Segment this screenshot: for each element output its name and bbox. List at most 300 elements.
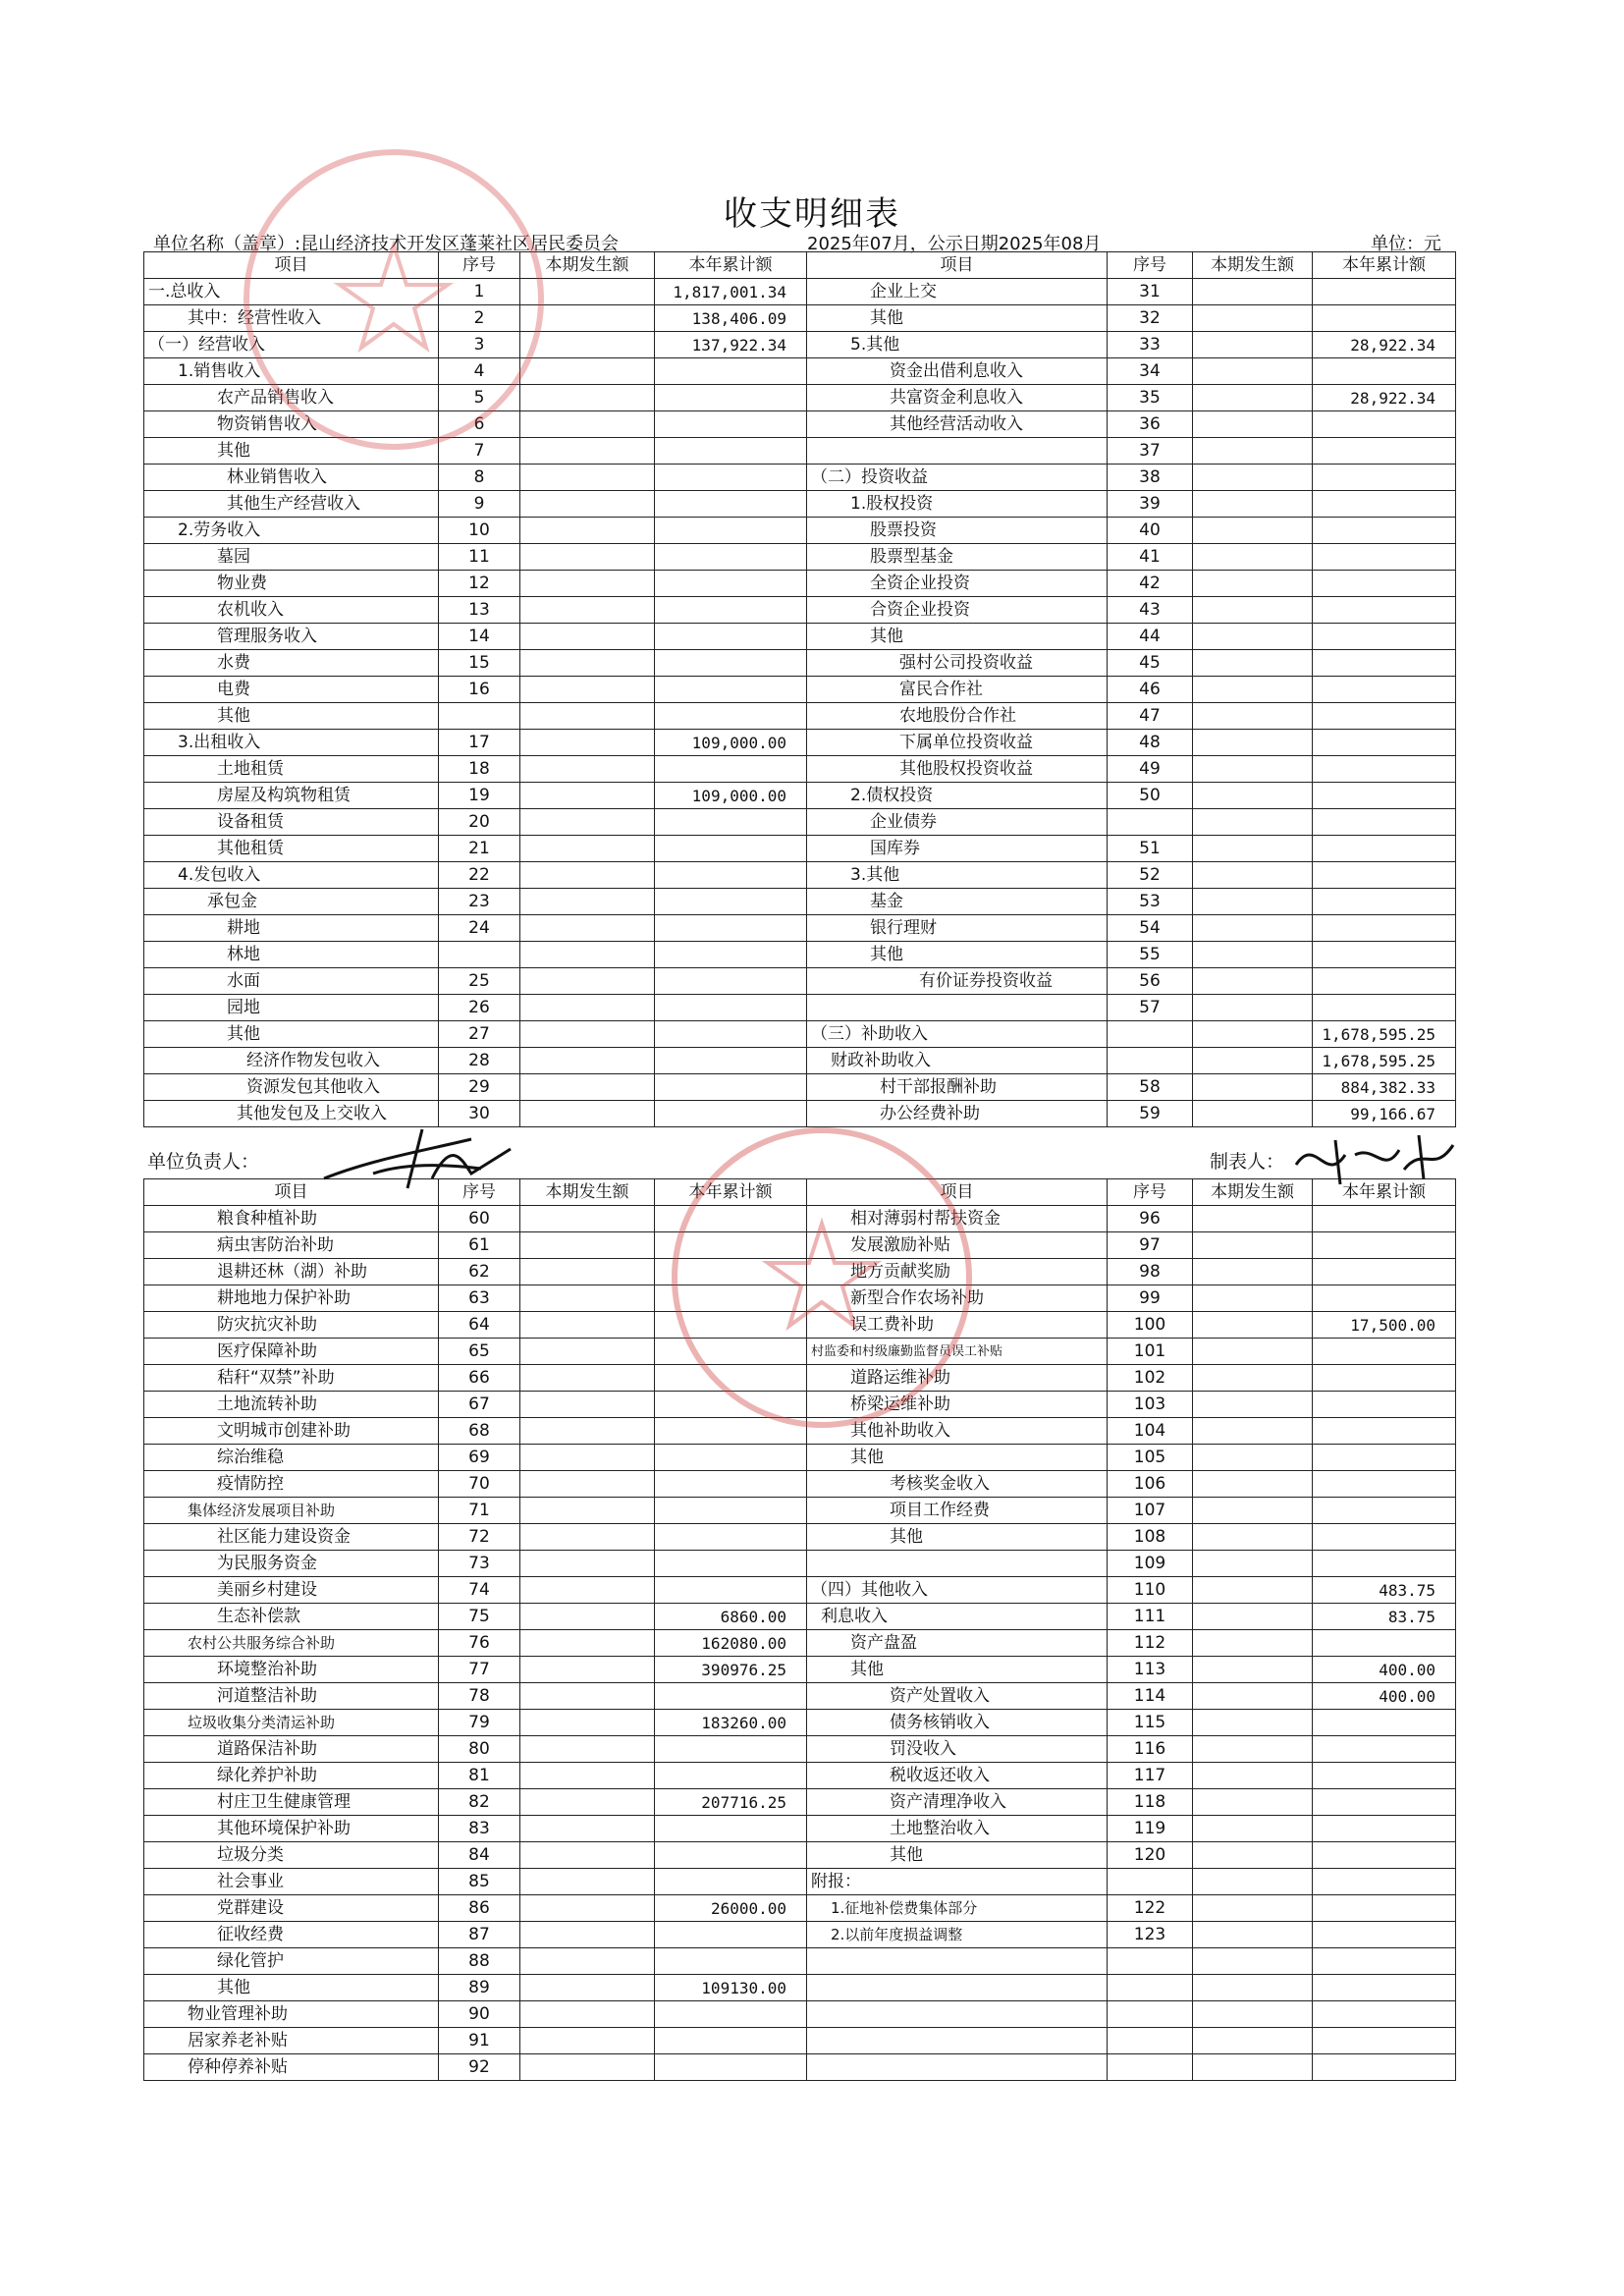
table-row [144, 1869, 1456, 1895]
cell-seq-right: 107 [1108, 1498, 1193, 1524]
table-row [144, 1975, 1456, 2001]
cell-cumulative-right [1313, 1948, 1456, 1975]
cell-cumulative-left [655, 1948, 807, 1975]
cell-seq-right [1108, 1869, 1193, 1895]
page-title: 收支明细表 [724, 194, 900, 234]
table-row [144, 597, 1456, 624]
cell-current-left [520, 756, 655, 783]
cell-cumulative-left: 109,000.00 [655, 783, 807, 809]
cell-cumulative-left [655, 571, 807, 597]
cell-current-right [1193, 1074, 1313, 1101]
cell-cumulative-left [655, 385, 807, 411]
table-row [144, 465, 1456, 491]
cell-current-left [520, 1285, 655, 1312]
cell-cumulative-left [655, 1445, 807, 1471]
cell-current-left [520, 1074, 655, 1101]
cell-item-left: 房屋及构筑物租赁 [144, 783, 439, 809]
cell-cumulative-left [655, 1471, 807, 1498]
cell-item-right: 附报： [807, 1869, 1108, 1895]
cell-seq-left: 77 [439, 1657, 520, 1683]
cell-item-right: 相对薄弱村帮扶资金 [807, 1206, 1108, 1232]
cell-item-left: 垃圾收集分类清运补助 [144, 1710, 439, 1736]
cell-current-left [520, 1312, 655, 1339]
cell-item-right: 共富资金利息收入 [807, 385, 1108, 411]
cell-current-right [1193, 332, 1313, 358]
col-header-current: 本期发生额 [520, 1179, 655, 1206]
cell-item-right: 资产盘盈 [807, 1630, 1108, 1657]
cell-current-right [1193, 1630, 1313, 1657]
cell-seq-right: 39 [1108, 491, 1193, 518]
cell-seq-left: 79 [439, 1710, 520, 1736]
cell-item-left: （一）经营收入 [144, 332, 439, 358]
cell-seq-right: 57 [1108, 995, 1193, 1021]
table-row [144, 2028, 1456, 2054]
cell-cumulative-left: 207716.25 [655, 1789, 807, 1816]
cell-seq-right: 40 [1108, 518, 1193, 544]
cell-cumulative-left [655, 1683, 807, 1710]
cell-cumulative-left [655, 624, 807, 650]
cell-item-right: 资产处置收入 [807, 1683, 1108, 1710]
cell-seq-right: 98 [1108, 1259, 1193, 1285]
cell-item-left: 文明城市创建补助 [144, 1418, 439, 1445]
cell-current-right [1193, 491, 1313, 518]
leader-signature [314, 1120, 540, 1198]
cell-current-right [1193, 809, 1313, 836]
cell-item-left: 一.总收入 [144, 279, 439, 305]
cell-current-left [520, 1736, 655, 1763]
cell-current-left [520, 1895, 655, 1922]
cell-item-right: 桥梁运维补助 [807, 1392, 1108, 1418]
cell-cumulative-left [655, 1524, 807, 1551]
cell-item-right: 基金 [807, 889, 1108, 915]
cell-seq-right: 96 [1108, 1206, 1193, 1232]
cell-current-right [1193, 1418, 1313, 1445]
cell-current-left [520, 1683, 655, 1710]
cell-cumulative-right [1313, 1630, 1456, 1657]
cell-seq-right: 123 [1108, 1922, 1193, 1948]
cell-cumulative-right [1313, 597, 1456, 624]
cell-current-right [1193, 1922, 1313, 1948]
cell-current-left [520, 1630, 655, 1657]
col-header-current: 本期发生额 [1193, 252, 1313, 279]
cell-cumulative-left [655, 942, 807, 968]
cell-cumulative-left [655, 862, 807, 889]
cell-current-left [520, 942, 655, 968]
cell-cumulative-left [655, 1763, 807, 1789]
cell-seq-right: 120 [1108, 1842, 1193, 1869]
cell-item-left: 生态补偿款 [144, 1604, 439, 1630]
table-row [144, 1577, 1456, 1604]
cell-current-left [520, 1418, 655, 1445]
cell-item-right: 其他经营活动收入 [807, 411, 1108, 438]
cell-item-right: 利息收入 [807, 1604, 1108, 1630]
table-row [144, 889, 1456, 915]
cell-item-right: 全资企业投资 [807, 571, 1108, 597]
cell-current-right [1193, 1232, 1313, 1259]
cell-seq-right: 117 [1108, 1763, 1193, 1789]
cell-item-left: 管理服务收入 [144, 624, 439, 650]
table-row [144, 1657, 1456, 1683]
cell-current-right [1193, 968, 1313, 995]
cell-cumulative-right: 1,678,595.25 [1313, 1048, 1456, 1074]
cell-current-right [1193, 1948, 1313, 1975]
cell-seq-right [1108, 1975, 1193, 2001]
cell-item-left: 1.销售收入 [144, 358, 439, 385]
cell-seq-left: 19 [439, 783, 520, 809]
cell-seq-left: 28 [439, 1048, 520, 1074]
cell-seq-left: 18 [439, 756, 520, 783]
cell-seq-left: 78 [439, 1683, 520, 1710]
cell-seq-left: 27 [439, 1021, 520, 1048]
cell-seq-left: 16 [439, 677, 520, 703]
cell-cumulative-right [1313, 544, 1456, 571]
cell-cumulative-right [1313, 942, 1456, 968]
cell-current-right [1193, 1339, 1313, 1365]
cell-current-left [520, 491, 655, 518]
cell-seq-right: 54 [1108, 915, 1193, 942]
cell-item-left: 其他发包及上交收入 [144, 1101, 439, 1127]
cell-cumulative-left: 26000.00 [655, 1895, 807, 1922]
cell-current-right [1193, 836, 1313, 862]
cell-cumulative-left [655, 677, 807, 703]
cell-item-right: 下属单位投资收益 [807, 730, 1108, 756]
cell-seq-right: 116 [1108, 1736, 1193, 1763]
cell-current-right [1193, 703, 1313, 730]
cell-item-left: 水面 [144, 968, 439, 995]
table-row [144, 1895, 1456, 1922]
col-header-item: 项目 [144, 252, 439, 279]
cell-current-left [520, 1339, 655, 1365]
table-row [144, 1736, 1456, 1763]
cell-item-right: 考核奖金收入 [807, 1471, 1108, 1498]
cell-seq-right: 113 [1108, 1657, 1193, 1683]
cell-item-right: 2.债权投资 [807, 783, 1108, 809]
cell-cumulative-left [655, 1048, 807, 1074]
cell-item-left: 耕地地力保护补助 [144, 1285, 439, 1312]
cell-current-left [520, 783, 655, 809]
cell-seq-right: 106 [1108, 1471, 1193, 1498]
cell-cumulative-right [1313, 1285, 1456, 1312]
cell-current-right [1193, 518, 1313, 544]
cell-cumulative-right [1313, 968, 1456, 995]
cell-current-left [520, 624, 655, 650]
cell-seq-right: 50 [1108, 783, 1193, 809]
cell-current-right [1193, 1365, 1313, 1392]
cell-seq-right: 36 [1108, 411, 1193, 438]
cell-cumulative-left [655, 1498, 807, 1524]
cell-item-left: 其他生产经营收入 [144, 491, 439, 518]
table-row [144, 2001, 1456, 2028]
cell-item-left: 医疗保障补助 [144, 1339, 439, 1365]
cell-cumulative-left [655, 836, 807, 862]
cell-current-right [1193, 1869, 1313, 1895]
cell-item-left: 电费 [144, 677, 439, 703]
cell-seq-left: 66 [439, 1365, 520, 1392]
cell-cumulative-right [1313, 624, 1456, 650]
cell-cumulative-right [1313, 1206, 1456, 1232]
cell-seq-right: 101 [1108, 1339, 1193, 1365]
cell-seq-right: 100 [1108, 1312, 1193, 1339]
cell-current-left [520, 1604, 655, 1630]
cell-current-right [1193, 677, 1313, 703]
cell-item-right [807, 2054, 1108, 2081]
cell-cumulative-right [1313, 279, 1456, 305]
cell-seq-left: 75 [439, 1604, 520, 1630]
cell-seq-left: 88 [439, 1948, 520, 1975]
cell-item-right: 有价证券投资收益 [807, 968, 1108, 995]
cell-cumulative-left [655, 1922, 807, 1948]
cell-cumulative-left [655, 1869, 807, 1895]
cell-current-right [1193, 305, 1313, 332]
cell-cumulative-right: 28,922.34 [1313, 332, 1456, 358]
cell-current-left [520, 995, 655, 1021]
cell-cumulative-right [1313, 915, 1456, 942]
col-header-item: 项目 [807, 252, 1108, 279]
cell-seq-right [1108, 2001, 1193, 2028]
cell-current-left [520, 1445, 655, 1471]
cell-current-left [520, 2054, 655, 2081]
cell-cumulative-right [1313, 1392, 1456, 1418]
cell-item-left: 其他环境保护补助 [144, 1816, 439, 1842]
table-row [144, 968, 1456, 995]
cell-current-right [1193, 1895, 1313, 1922]
cell-current-left [520, 703, 655, 730]
table-row [144, 1604, 1456, 1630]
table-row [144, 1710, 1456, 1736]
cell-seq-right: 115 [1108, 1710, 1193, 1736]
cell-item-right: 其他 [807, 1524, 1108, 1551]
cell-cumulative-right [1313, 1869, 1456, 1895]
cell-current-left [520, 518, 655, 544]
cell-seq-right: 114 [1108, 1683, 1193, 1710]
cell-current-left [520, 1975, 655, 2001]
cell-cumulative-right [1313, 1895, 1456, 1922]
cell-seq-left: 29 [439, 1074, 520, 1101]
table-row [144, 809, 1456, 836]
cell-cumulative-right [1313, 703, 1456, 730]
cell-cumulative-right [1313, 1842, 1456, 1869]
cell-seq-right [1108, 809, 1193, 836]
cell-item-left: 物业管理补助 [144, 2001, 439, 2028]
cell-seq-right: 110 [1108, 1577, 1193, 1604]
cell-current-left [520, 1471, 655, 1498]
cell-current-right [1193, 2054, 1313, 2081]
cell-seq-right: 52 [1108, 862, 1193, 889]
cell-cumulative-right: 483.75 [1313, 1577, 1456, 1604]
cell-cumulative-right [1313, 1763, 1456, 1789]
cell-item-left: 美丽乡村建设 [144, 1577, 439, 1604]
cell-cumulative-right [1313, 1232, 1456, 1259]
table-row [144, 1816, 1456, 1842]
cell-cumulative-left [655, 968, 807, 995]
cell-item-left: 资源发包其他收入 [144, 1074, 439, 1101]
cell-current-right [1193, 279, 1313, 305]
col-header-cumulative: 本年累计额 [1313, 252, 1456, 279]
cell-item-right [807, 438, 1108, 465]
cell-item-left: 承包金 [144, 889, 439, 915]
cell-seq-left: 8 [439, 465, 520, 491]
table-row [144, 1922, 1456, 1948]
cell-item-right: 村监委和村级廉勤监督员误工补贴 [807, 1339, 1108, 1365]
cell-seq-left: 9 [439, 491, 520, 518]
cell-seq-right: 32 [1108, 305, 1193, 332]
cell-cumulative-right [1313, 411, 1456, 438]
cell-item-left: 其他租赁 [144, 836, 439, 862]
cell-cumulative-left [655, 411, 807, 438]
cell-current-left [520, 544, 655, 571]
cell-cumulative-right [1313, 358, 1456, 385]
cell-cumulative-left [655, 465, 807, 491]
cell-cumulative-left: 183260.00 [655, 1710, 807, 1736]
cell-current-right [1193, 571, 1313, 597]
cell-seq-right: 33 [1108, 332, 1193, 358]
cell-item-left: 农机收入 [144, 597, 439, 624]
cell-current-right [1193, 385, 1313, 411]
cell-item-left: 停种停养补贴 [144, 2054, 439, 2081]
cell-cumulative-right [1313, 1445, 1456, 1471]
cell-current-left [520, 1577, 655, 1604]
cell-item-left: 农产品销售收入 [144, 385, 439, 411]
cell-current-right [1193, 915, 1313, 942]
cell-seq-left: 15 [439, 650, 520, 677]
cell-current-left [520, 1524, 655, 1551]
cell-cumulative-right [1313, 1471, 1456, 1498]
preparer-signature [1286, 1125, 1463, 1194]
cell-item-right: 其他 [807, 624, 1108, 650]
cell-current-right [1193, 597, 1313, 624]
cell-current-right [1193, 2001, 1313, 2028]
cell-current-right [1193, 1206, 1313, 1232]
cell-seq-right: 48 [1108, 730, 1193, 756]
cell-current-right [1193, 1048, 1313, 1074]
cell-cumulative-right [1313, 1710, 1456, 1736]
cell-cumulative-right: 99,166.67 [1313, 1101, 1456, 1127]
table-row [144, 2054, 1456, 2081]
table-row [144, 995, 1456, 1021]
cell-cumulative-right: 28,922.34 [1313, 385, 1456, 411]
cell-current-right [1193, 942, 1313, 968]
cell-item-left: 经济作物发包收入 [144, 1048, 439, 1074]
cell-cumulative-left [655, 438, 807, 465]
cell-seq-right: 111 [1108, 1604, 1193, 1630]
cell-current-left [520, 1657, 655, 1683]
cell-item-left: 土地租赁 [144, 756, 439, 783]
cell-seq-left: 91 [439, 2028, 520, 2054]
cell-item-right: （三）补助收入 [807, 1021, 1108, 1048]
cell-item-left: 防灾抗灾补助 [144, 1312, 439, 1339]
cell-item-right: 其他 [807, 1842, 1108, 1869]
cell-current-right [1193, 1312, 1313, 1339]
cell-seq-right: 34 [1108, 358, 1193, 385]
cell-current-right [1193, 1736, 1313, 1763]
cell-seq-left: 64 [439, 1312, 520, 1339]
preparer-label: 制表人： [1210, 1151, 1285, 1173]
cell-item-right: 5.其他 [807, 332, 1108, 358]
cell-item-left: 粮食种植补助 [144, 1206, 439, 1232]
cell-cumulative-right [1313, 677, 1456, 703]
cell-seq-right [1108, 1048, 1193, 1074]
table-row [144, 650, 1456, 677]
cell-current-right [1193, 1021, 1313, 1048]
col-header-cumulative: 本年累计额 [655, 252, 807, 279]
cell-cumulative-left: 6860.00 [655, 1604, 807, 1630]
cell-seq-right: 58 [1108, 1074, 1193, 1101]
cell-seq-left: 17 [439, 730, 520, 756]
cell-item-left: 墓园 [144, 544, 439, 571]
cell-cumulative-right [1313, 438, 1456, 465]
col-header-seq: 序号 [439, 1179, 520, 1206]
cell-seq-left: 63 [439, 1285, 520, 1312]
official-seal-bottom [660, 1116, 984, 1440]
col-header-current: 本期发生额 [1193, 1179, 1313, 1206]
cell-current-left [520, 1365, 655, 1392]
report-period: 2025年07月，公示日期2025年08月 [807, 234, 1102, 254]
cell-seq-left: 7 [439, 438, 520, 465]
col-header-cumulative: 本年累计额 [655, 1179, 807, 1206]
cell-item-right: 合资企业投资 [807, 597, 1108, 624]
cell-cumulative-left: 162080.00 [655, 1630, 807, 1657]
cell-current-right [1193, 1285, 1313, 1312]
cell-item-right: （二）投资收益 [807, 465, 1108, 491]
col-header-seq: 序号 [1108, 252, 1193, 279]
cell-seq-right: 104 [1108, 1418, 1193, 1445]
cell-item-right: 税收返还收入 [807, 1763, 1108, 1789]
cell-item-left: 征收经费 [144, 1922, 439, 1948]
cell-cumulative-right [1313, 1736, 1456, 1763]
cell-seq-right: 45 [1108, 650, 1193, 677]
cell-cumulative-left: 109130.00 [655, 1975, 807, 2001]
table-row [144, 1789, 1456, 1816]
cell-current-right [1193, 1789, 1313, 1816]
cell-item-left: 秸秆“双禁”补助 [144, 1365, 439, 1392]
cell-current-right [1193, 2028, 1313, 2054]
cell-seq-left: 87 [439, 1922, 520, 1948]
cell-item-right: 道路运维补助 [807, 1365, 1108, 1392]
cell-seq-right: 105 [1108, 1445, 1193, 1471]
cell-cumulative-left: 137,922.34 [655, 332, 807, 358]
cell-cumulative-left [655, 2028, 807, 2054]
cell-cumulative-right: 1,678,595.25 [1313, 1021, 1456, 1048]
cell-seq-left: 11 [439, 544, 520, 571]
cell-current-right [1193, 438, 1313, 465]
cell-seq-left: 85 [439, 1869, 520, 1895]
cell-current-left [520, 2028, 655, 2054]
cell-item-left: 水费 [144, 650, 439, 677]
cell-cumulative-right [1313, 2054, 1456, 2081]
table-row [144, 1498, 1456, 1524]
cell-seq-left: 13 [439, 597, 520, 624]
cell-seq-right [1108, 2054, 1193, 2081]
cell-cumulative-left [655, 1551, 807, 1577]
cell-seq-left: 23 [439, 889, 520, 915]
cell-item-left: 垃圾分类 [144, 1842, 439, 1869]
table-row [144, 1842, 1456, 1869]
cell-seq-left: 2 [439, 305, 520, 332]
cell-cumulative-right [1313, 1339, 1456, 1365]
cell-current-left [520, 1206, 655, 1232]
cell-current-left [520, 1922, 655, 1948]
cell-item-left: 综治维稳 [144, 1445, 439, 1471]
cell-seq-left: 65 [439, 1339, 520, 1365]
cell-current-right [1193, 995, 1313, 1021]
cell-current-left [520, 1763, 655, 1789]
cell-item-right: （四）其他收入 [807, 1577, 1108, 1604]
cell-current-right [1193, 624, 1313, 650]
cell-item-right [807, 2001, 1108, 2028]
cell-current-left [520, 650, 655, 677]
cell-cumulative-right [1313, 862, 1456, 889]
cell-seq-right: 44 [1108, 624, 1193, 650]
